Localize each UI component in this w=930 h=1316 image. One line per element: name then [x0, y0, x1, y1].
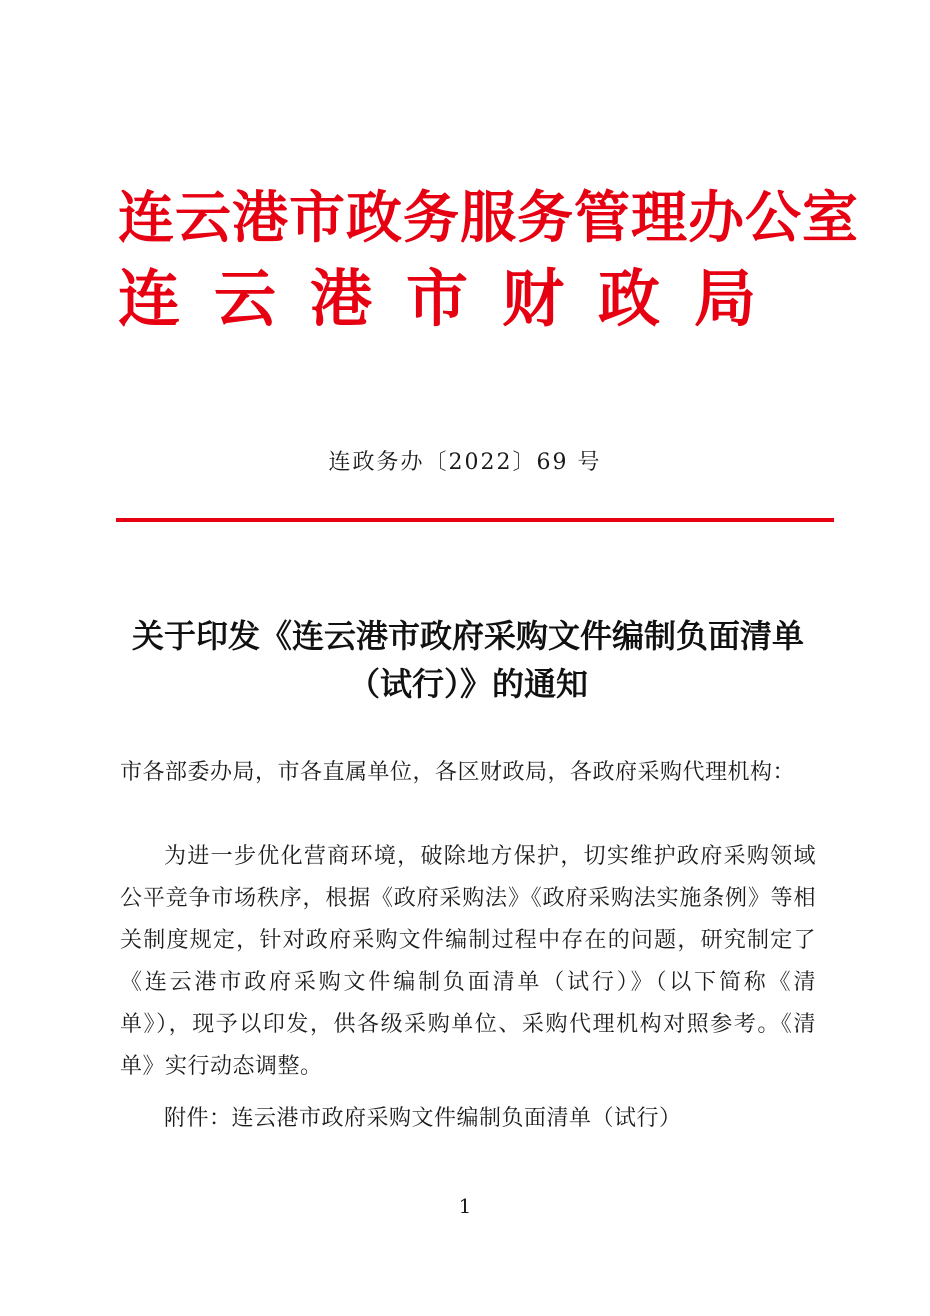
document-number: 连政务办〔2022〕69 号	[328, 450, 602, 475]
attachment-note: 附件：连云港市政府采购文件编制负面清单（试行）	[164, 1106, 682, 1131]
page-number: 1	[458, 1194, 472, 1218]
issuer-name-primary: 连云港市政务服务管理办公室	[118, 185, 859, 251]
salutation: 市各部委办局，市各直属单位，各区财政局，各政府采购代理机构：	[120, 760, 796, 785]
red-header-rule	[116, 518, 834, 522]
issuer-name-secondary: 连云港市财政局	[118, 262, 791, 335]
body-paragraph: 为进一步优化营商环境，破除地方保护，切实维护政府采购领域公平竞争市场秩序，根据《政府采购法》《政府采购法实施条例》等相关制度规定，针对政府采购文件编制过程中存在的问题，研究制定了《连云港市政府采购文件编制负面清单（试行）》（以下简称《清单》），现予以印发，供各级采购单位、采购代理机构对照参考。《清单》实行动态调整。	[120, 844, 816, 1079]
document-title: 关于印发《连云港市政府采购文件编制负面清单（试行）》的通知	[131, 617, 804, 703]
